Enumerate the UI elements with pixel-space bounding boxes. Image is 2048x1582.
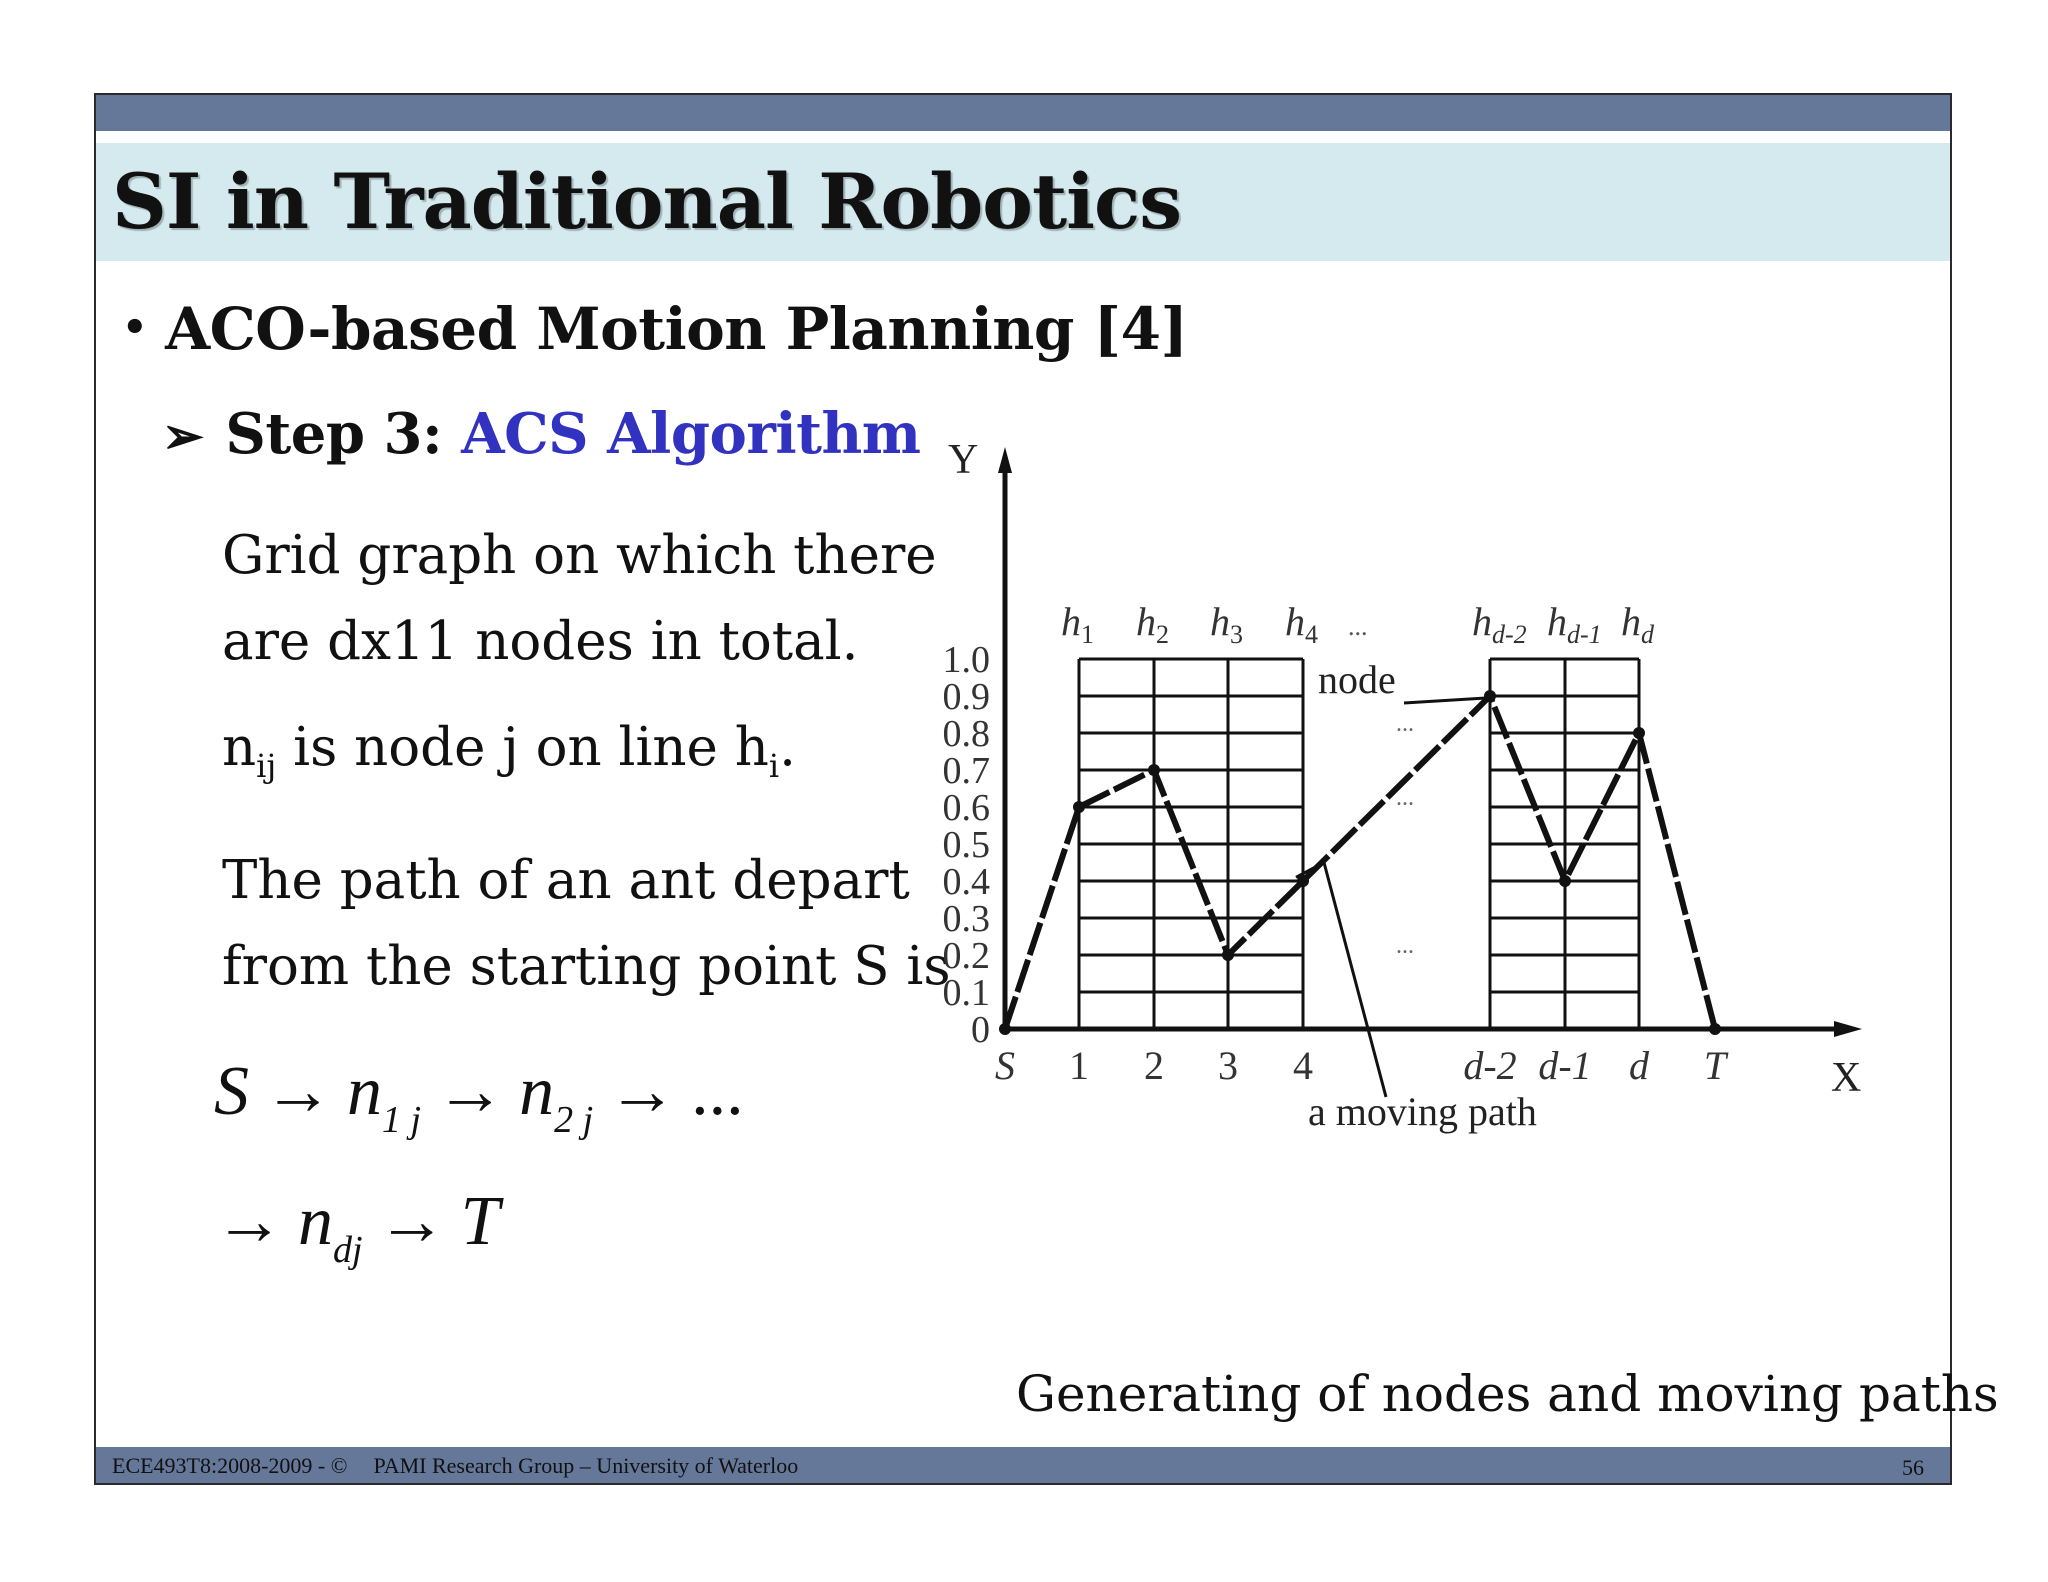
x-tick-label: 4 xyxy=(1293,1043,1313,1088)
x-tick-label: 1 xyxy=(1069,1043,1089,1088)
h-line-subscript: d xyxy=(1641,620,1654,649)
y-tick-label: 0 xyxy=(971,1009,990,1051)
x-tick-label: d-1 xyxy=(1538,1043,1592,1088)
bullet-dot-icon: • xyxy=(122,304,148,351)
y-tick-label: 0.6 xyxy=(942,787,990,829)
node-pointer-line xyxy=(1404,698,1486,703)
slide-title: SI in Traditional Robotics xyxy=(112,157,1182,246)
footer xyxy=(96,1447,1950,1483)
page-number: 56 xyxy=(1902,1455,1924,1480)
path-node-marker xyxy=(1633,727,1645,739)
y-tick-label: 1.0 xyxy=(942,639,990,681)
path-annotation: a moving path xyxy=(1308,1089,1537,1134)
h-line-subscript: d-1 xyxy=(1567,620,1602,649)
y-tick-label: 0.2 xyxy=(942,935,990,977)
h-line-label: $h_2$ xyxy=(1136,599,1169,649)
h-line-label: $h_d$ xyxy=(1621,599,1654,649)
x-tick-label: d-2 xyxy=(1463,1043,1517,1088)
x-tick-label: S xyxy=(995,1043,1015,1088)
formula-line-2: → $n_{dj} \to T$ xyxy=(214,1183,500,1271)
h-line-label: $h_4$ xyxy=(1285,599,1318,649)
h-line-label: $h_{d-1}$ xyxy=(1547,599,1602,649)
x-tick-label: d xyxy=(1629,1043,1649,1088)
h-line-label: $h_{d-2}$ xyxy=(1472,599,1527,649)
y-tick-label: 0.8 xyxy=(942,713,990,755)
moving-path-line xyxy=(1005,696,1715,1029)
para-ant-path xyxy=(222,838,951,1010)
x-tick-label: 3 xyxy=(1218,1043,1238,1088)
path-node-marker xyxy=(1148,764,1160,776)
arrow-bullet-icon: ➢ xyxy=(162,406,204,465)
y-tick-label: 0.4 xyxy=(942,861,990,903)
header-band xyxy=(96,95,1950,131)
path-node-marker xyxy=(1222,949,1234,961)
bullet-step xyxy=(162,401,920,467)
formula-line-1: $S \to n_{1 j} \to n_{2 j}$ → ... xyxy=(214,1053,744,1141)
h-line-subscript: 2 xyxy=(1156,620,1169,649)
x-tick-label: 2 xyxy=(1144,1043,1164,1088)
path-pointer-line xyxy=(1324,863,1386,1098)
h-line-subscript: 1 xyxy=(1081,620,1094,649)
h-line-label: $h_1$ xyxy=(1061,599,1094,649)
y-tick-label: 0.3 xyxy=(942,898,990,940)
y-tick-label: 0.9 xyxy=(942,676,990,718)
grid-graph-figure xyxy=(942,433,1946,1134)
gap-dots: ... xyxy=(1396,785,1414,811)
slide xyxy=(94,93,1999,1485)
footer-credit: ECE493T8:2008-2009 - © PAMI Research Group – University of Waterloo xyxy=(112,1453,799,1478)
bullet-main-text: ACO-based Motion Planning [4] xyxy=(165,295,1188,363)
gap-dots: ... xyxy=(1396,711,1414,737)
step-prefix: Step 3: xyxy=(225,401,443,467)
para-line: The path of an ant depart xyxy=(222,850,910,911)
node-annotation: node xyxy=(1318,657,1396,702)
path-node-marker xyxy=(1484,690,1496,702)
bullet-main xyxy=(122,295,1187,363)
path-node-marker xyxy=(1709,1023,1721,1035)
y-tick-label: 0.5 xyxy=(942,824,990,866)
h-line-subscript: d-2 xyxy=(1492,620,1527,649)
path-node-marker xyxy=(1073,801,1085,813)
path-node-marker xyxy=(1559,875,1571,887)
h-line-subscript: 4 xyxy=(1305,620,1318,649)
para-grid-graph xyxy=(222,513,937,685)
path-node-marker xyxy=(999,1023,1011,1035)
x-axis-label: X xyxy=(1831,1055,1862,1101)
h-line-subscript: 3 xyxy=(1230,620,1243,649)
para-line: Grid graph on which there xyxy=(222,525,937,586)
step-accent: ACS Algorithm xyxy=(461,401,921,467)
gap-dots: ... xyxy=(1396,933,1414,959)
x-axis-arrow-icon xyxy=(1834,1021,1862,1037)
figure-caption: Generating of nodes and moving paths xyxy=(1016,1365,1999,1423)
y-axis-arrow-icon xyxy=(998,447,1012,473)
h-line-label: $h_3$ xyxy=(1210,599,1243,649)
para-line: are dx11 nodes in total. xyxy=(222,611,859,672)
x-tick-label: T xyxy=(1703,1043,1727,1088)
para-node-def: $n_{ij}$ is node j on line $h_i$. xyxy=(222,717,796,785)
h-label-dots: ... xyxy=(1348,612,1368,641)
y-tick-label: 0.7 xyxy=(942,750,990,792)
para-line: from the starting point S is xyxy=(222,936,951,997)
y-axis-label: Y xyxy=(948,437,979,483)
y-tick-label: 0.1 xyxy=(942,972,990,1014)
